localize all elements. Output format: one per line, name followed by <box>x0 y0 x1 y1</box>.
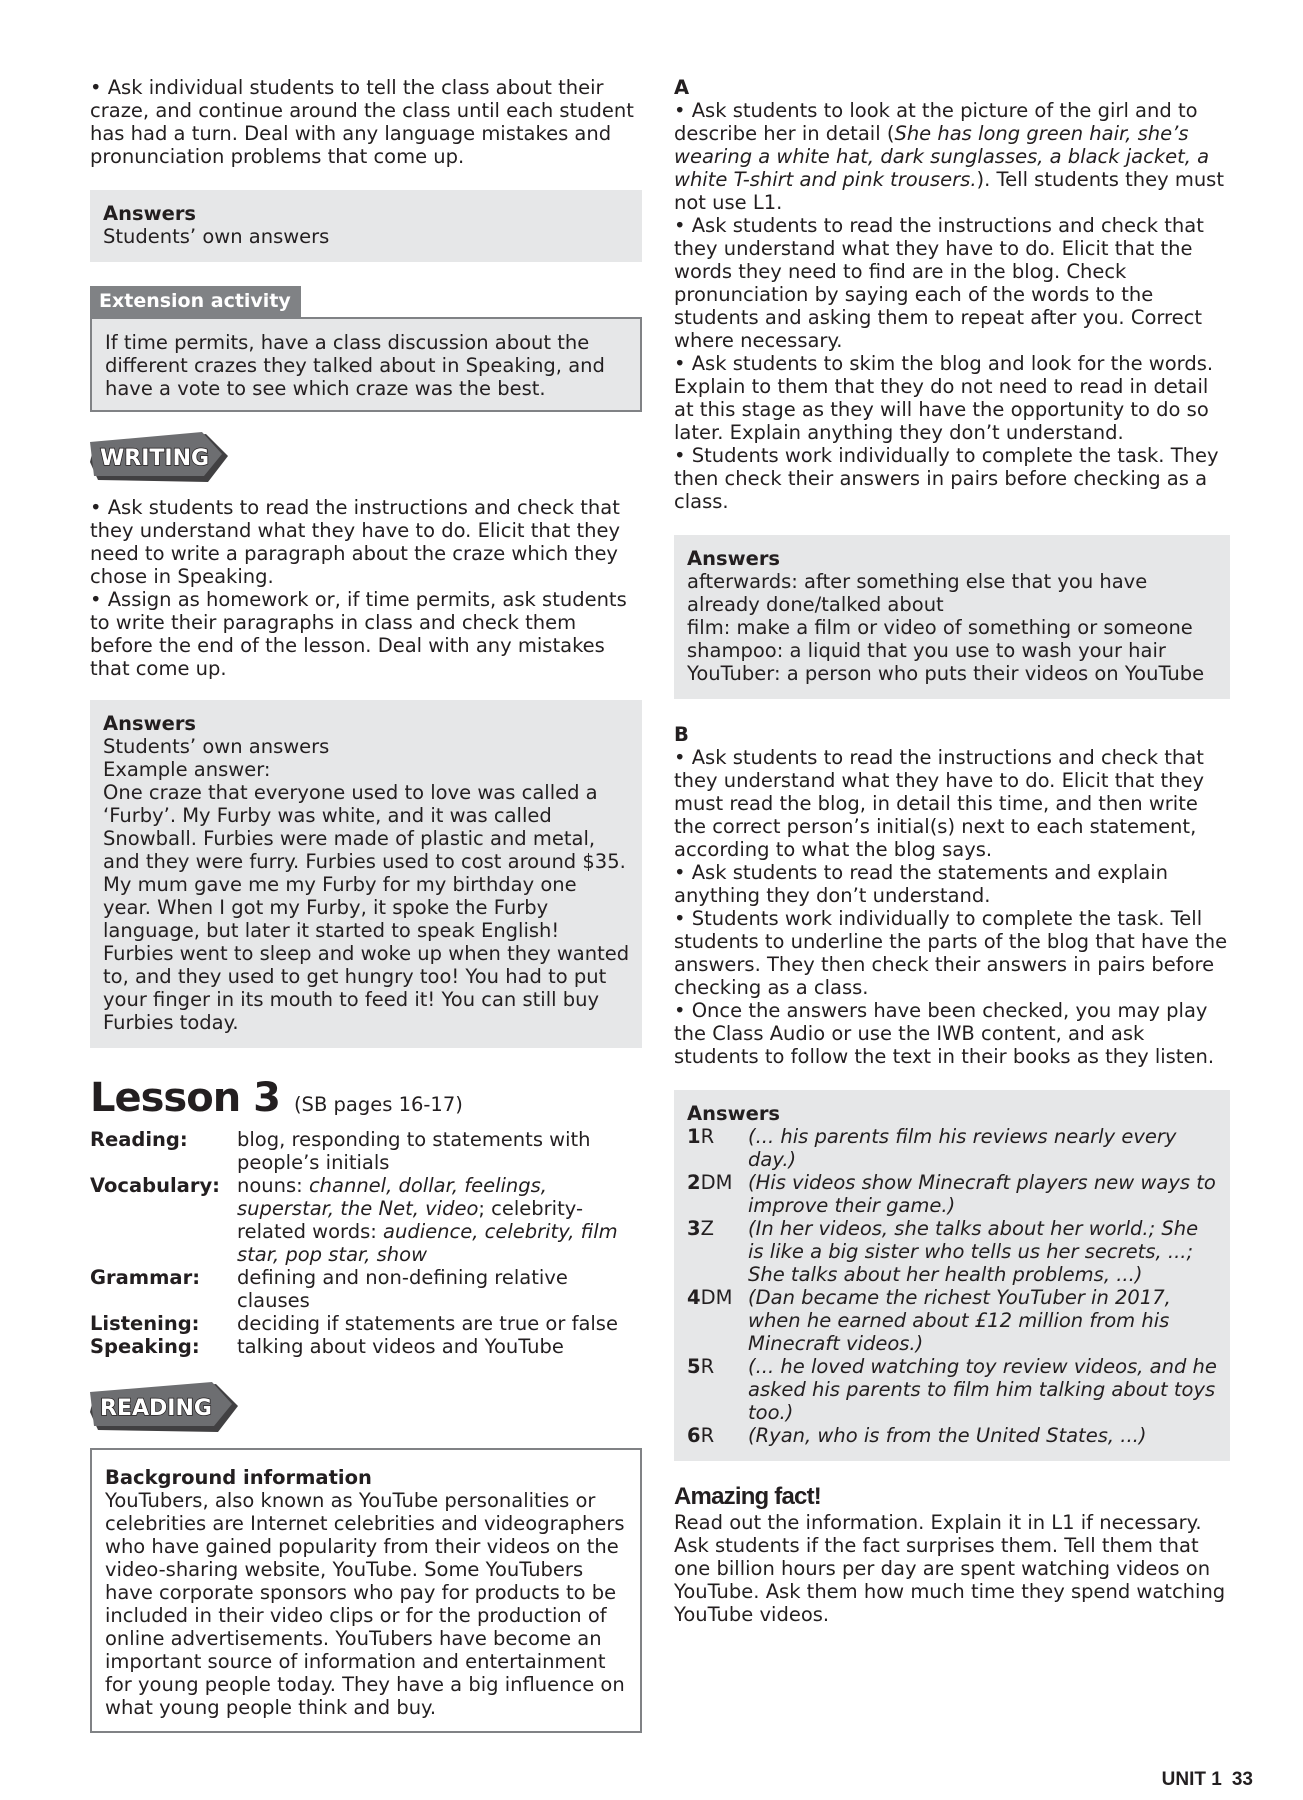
answers-line-2: Example answer: <box>103 758 271 781</box>
b-bullet-2: • Ask students to read the statements and explain anything they don’t understand. <box>674 861 1169 907</box>
extension-text: If time permits, have a class discussion about the different crazes they talked about in Speaking, and have a vote to see which craze was the best. <box>105 331 605 400</box>
syllabus-key: Vocabulary: <box>90 1174 220 1197</box>
lesson-title <box>90 1076 642 1120</box>
background-information-box <box>90 1448 642 1733</box>
reading-banner <box>90 1382 642 1436</box>
lesson-syllabus <box>90 1128 642 1358</box>
syllabus-value: defining and non-defining relative clauses <box>237 1266 568 1312</box>
syllabus-row-speaking <box>90 1335 642 1358</box>
answers-heading: Answers <box>103 202 197 225</box>
answer-item: afterwards: after something else that you have already done/talked about <box>687 570 1148 616</box>
left-column <box>90 76 642 1733</box>
background-text: YouTubers, also known as YouTube personalities or celebrities are Internet celebrities and videographers who have gained popularity from their videos on the video-sharing website, YouTube. Some YouTubers have corporate sponsors who pay for products to be included in their video clips or for the production of online advertisements. YouTubers have become an important source of information and entertainment for young people today. They have a big influence on what young people think and buy. <box>105 1489 625 1719</box>
answers-text: Students’ own answers <box>103 225 330 248</box>
answers-box-b <box>674 1090 1230 1461</box>
answer-text: (Ryan, who is from the United States, ...) <box>748 1424 1147 1447</box>
answer-text: (His videos show Minecraft players new ways to improve their game.) <box>748 1171 1216 1217</box>
answer-item: shampoo: a liquid that you use to wash your hair <box>687 639 1166 662</box>
vocab-part: nouns: <box>237 1174 309 1197</box>
writing-bullet-2: • Assign as homework or, if time permits, ask students to write their paragraphs in class and check them before the end of the lesson. Deal with any mistakes that come up. <box>90 588 627 680</box>
a-bullet-3: • Ask students to skim the blog and look for the words. Explain to them that they do not need to read in detail at this stage as they will have the opportunity to do so later. Explain anything they don’t understand. <box>674 352 1214 444</box>
writing-bullet-1: • Ask students to read the instructions and check that they understand what they have to do. Elicit that they need to write a paragraph about the craze which they chose in Speaking. <box>90 496 621 588</box>
writing-banner-shape <box>88 432 238 486</box>
vocab-part: audience, celebrity, film star, pop star, show <box>237 1220 618 1266</box>
answer-row <box>687 1171 1218 1217</box>
answers-line-1: Students’ own answers <box>103 735 330 758</box>
answer-text: (... his parents film his reviews nearly every day.) <box>748 1125 1177 1171</box>
intro-bullet: • Ask individual students to tell the class about their craze, and continue around the class until each student has had a turn. Deal with any language mistakes and pronunciation problems that come up. <box>90 76 634 168</box>
answer-number: 5R <box>687 1355 715 1378</box>
answer-text: (Dan became the richest YouTuber in 2017, when he earned about £12 million from his Minecraft videos.) <box>748 1286 1171 1355</box>
answer-item: YouTuber: a person who puts their videos on YouTube <box>687 662 1205 685</box>
lesson-title-text: Lesson 3 <box>90 1075 280 1121</box>
syllabus-key: Speaking: <box>90 1335 200 1358</box>
vocab-part: channel, dollar, feelings, superstar, the Net, video <box>237 1174 548 1220</box>
right-column <box>674 76 1230 1626</box>
answer-number: 6R <box>687 1424 715 1447</box>
answers-box-craze <box>90 190 642 262</box>
extension-tab: Extension activity <box>90 286 301 317</box>
answers-box-a <box>674 535 1230 699</box>
page-number: 33 <box>1231 1769 1253 1790</box>
vocab-part: ; celebrity-related words: <box>237 1197 583 1243</box>
answer-number: 2DM <box>687 1171 733 1194</box>
example-answer: One craze that everyone used to love was called a ‘Furby’. My Furby was white, and it was called Snowball. Furbies were made of plastic and metal, and they were furry. Furbies used to cost around $35. My mum gave me my Furby for my birthday one year. When I got my Furby, it spoke the Furby language, but later it started to speak English! Furbies went to sleep and woke up when they wanted to, and they used to get hungry too! You had to put your finger in its mouth to feed it! You can still buy Furbies today. <box>103 781 630 1034</box>
syllabus-key: Grammar: <box>90 1266 200 1289</box>
syllabus-value <box>237 1174 642 1266</box>
unit-label: UNIT 1 <box>1161 1769 1222 1790</box>
section-b-label: B <box>674 723 689 746</box>
answers-heading: Answers <box>103 712 197 735</box>
answer-text: (... he loved watching toy review videos, and he asked his parents to film him talking about toys too.) <box>748 1355 1217 1424</box>
answer-item: film: make a film or video of something or someone <box>687 616 1193 639</box>
answer-row <box>687 1355 1218 1424</box>
writing-banner <box>90 432 642 486</box>
answer-row <box>687 1424 1218 1447</box>
page-footer <box>1162 1768 1253 1791</box>
syllabus-value: blog, responding to statements with people’s initials <box>237 1128 591 1174</box>
syllabus-key: Reading: <box>90 1128 188 1151</box>
a-bullet-1-ital: She has long green hair, she’s wearing a white hat, dark sunglasses, a black jacket, a white T-shirt and pink trousers. <box>674 122 1210 191</box>
background-heading: Background information <box>105 1466 372 1489</box>
syllabus-row-listening <box>90 1312 642 1335</box>
syllabus-value: deciding if statements are true or false <box>237 1312 618 1335</box>
a-bullet-1 <box>674 99 1230 214</box>
answer-row <box>687 1125 1218 1171</box>
a-bullet-4: • Students work individually to complete the task. They then check their answers in pairs before checking as a class. <box>674 444 1219 513</box>
a-bullet-1-post: ). Tell students they must not use L1. <box>674 168 1224 214</box>
b-bullet-4: • Once the answers have been checked, you may play the Class Audio or use the IWB content, and ask students to follow the text in their books as they listen. <box>674 999 1215 1068</box>
answer-number: 3Z <box>687 1217 714 1240</box>
answer-row <box>687 1286 1218 1355</box>
syllabus-key: Listening: <box>90 1312 200 1335</box>
answers-heading: Answers <box>687 1102 781 1125</box>
syllabus-row-grammar <box>90 1266 642 1312</box>
a-bullet-2: • Ask students to read the instructions and check that they understand what they have to do. Elicit that the words they need to find are in the blog. Check pronunciation by saying each of the words to the students and asking them to repeat after you. Correct where necessary. <box>674 214 1204 352</box>
extension-box <box>90 317 642 412</box>
answers-heading: Answers <box>687 547 781 570</box>
syllabus-row-reading <box>90 1128 642 1174</box>
writing-banner-label: WRITING <box>100 446 210 471</box>
amazing-fact-text: Read out the information. Explain it in L1 if necessary. Ask students if the fact surprises them. Tell them that one billion hours per day are spent watching videos on YouTube. Ask them how much time they spend watching YouTube videos. <box>674 1511 1226 1626</box>
b-bullet-1: • Ask students to read the instructions and check that they understand what they have to do. Elicit that they must read the blog, in detail this time, and then write the correct person’s initial(s) next to each statement, according to what the blog says. <box>674 746 1205 861</box>
answer-number: 1R <box>687 1125 715 1148</box>
answer-number: 4DM <box>687 1286 733 1309</box>
answers-box-writing <box>90 700 642 1048</box>
lesson-pages: (SB pages 16-17) <box>293 1093 463 1116</box>
amazing-fact-heading: Amazing fact! <box>674 1483 821 1510</box>
syllabus-value: talking about videos and YouTube <box>237 1335 564 1358</box>
reading-banner-label: READING <box>100 1396 212 1421</box>
a-bullet-1-pre: • Ask students to look at the picture of the girl and to describe her in detail ( <box>674 99 1198 145</box>
extension-activity <box>90 286 642 412</box>
syllabus-row-vocabulary <box>90 1174 642 1266</box>
answer-text: (In her videos, she talks about her world.; She is like a big sister who tells us her secrets, ...; She talks about her health problems, ...) <box>748 1217 1199 1286</box>
section-a-label: A <box>674 76 690 99</box>
reading-banner-shape <box>88 1382 248 1436</box>
answer-row <box>687 1217 1218 1286</box>
b-bullet-3: • Students work individually to complete the task. Tell students to underline the parts of the blog that have the answers. They then check their answers in pairs before checking as a class. <box>674 907 1228 999</box>
